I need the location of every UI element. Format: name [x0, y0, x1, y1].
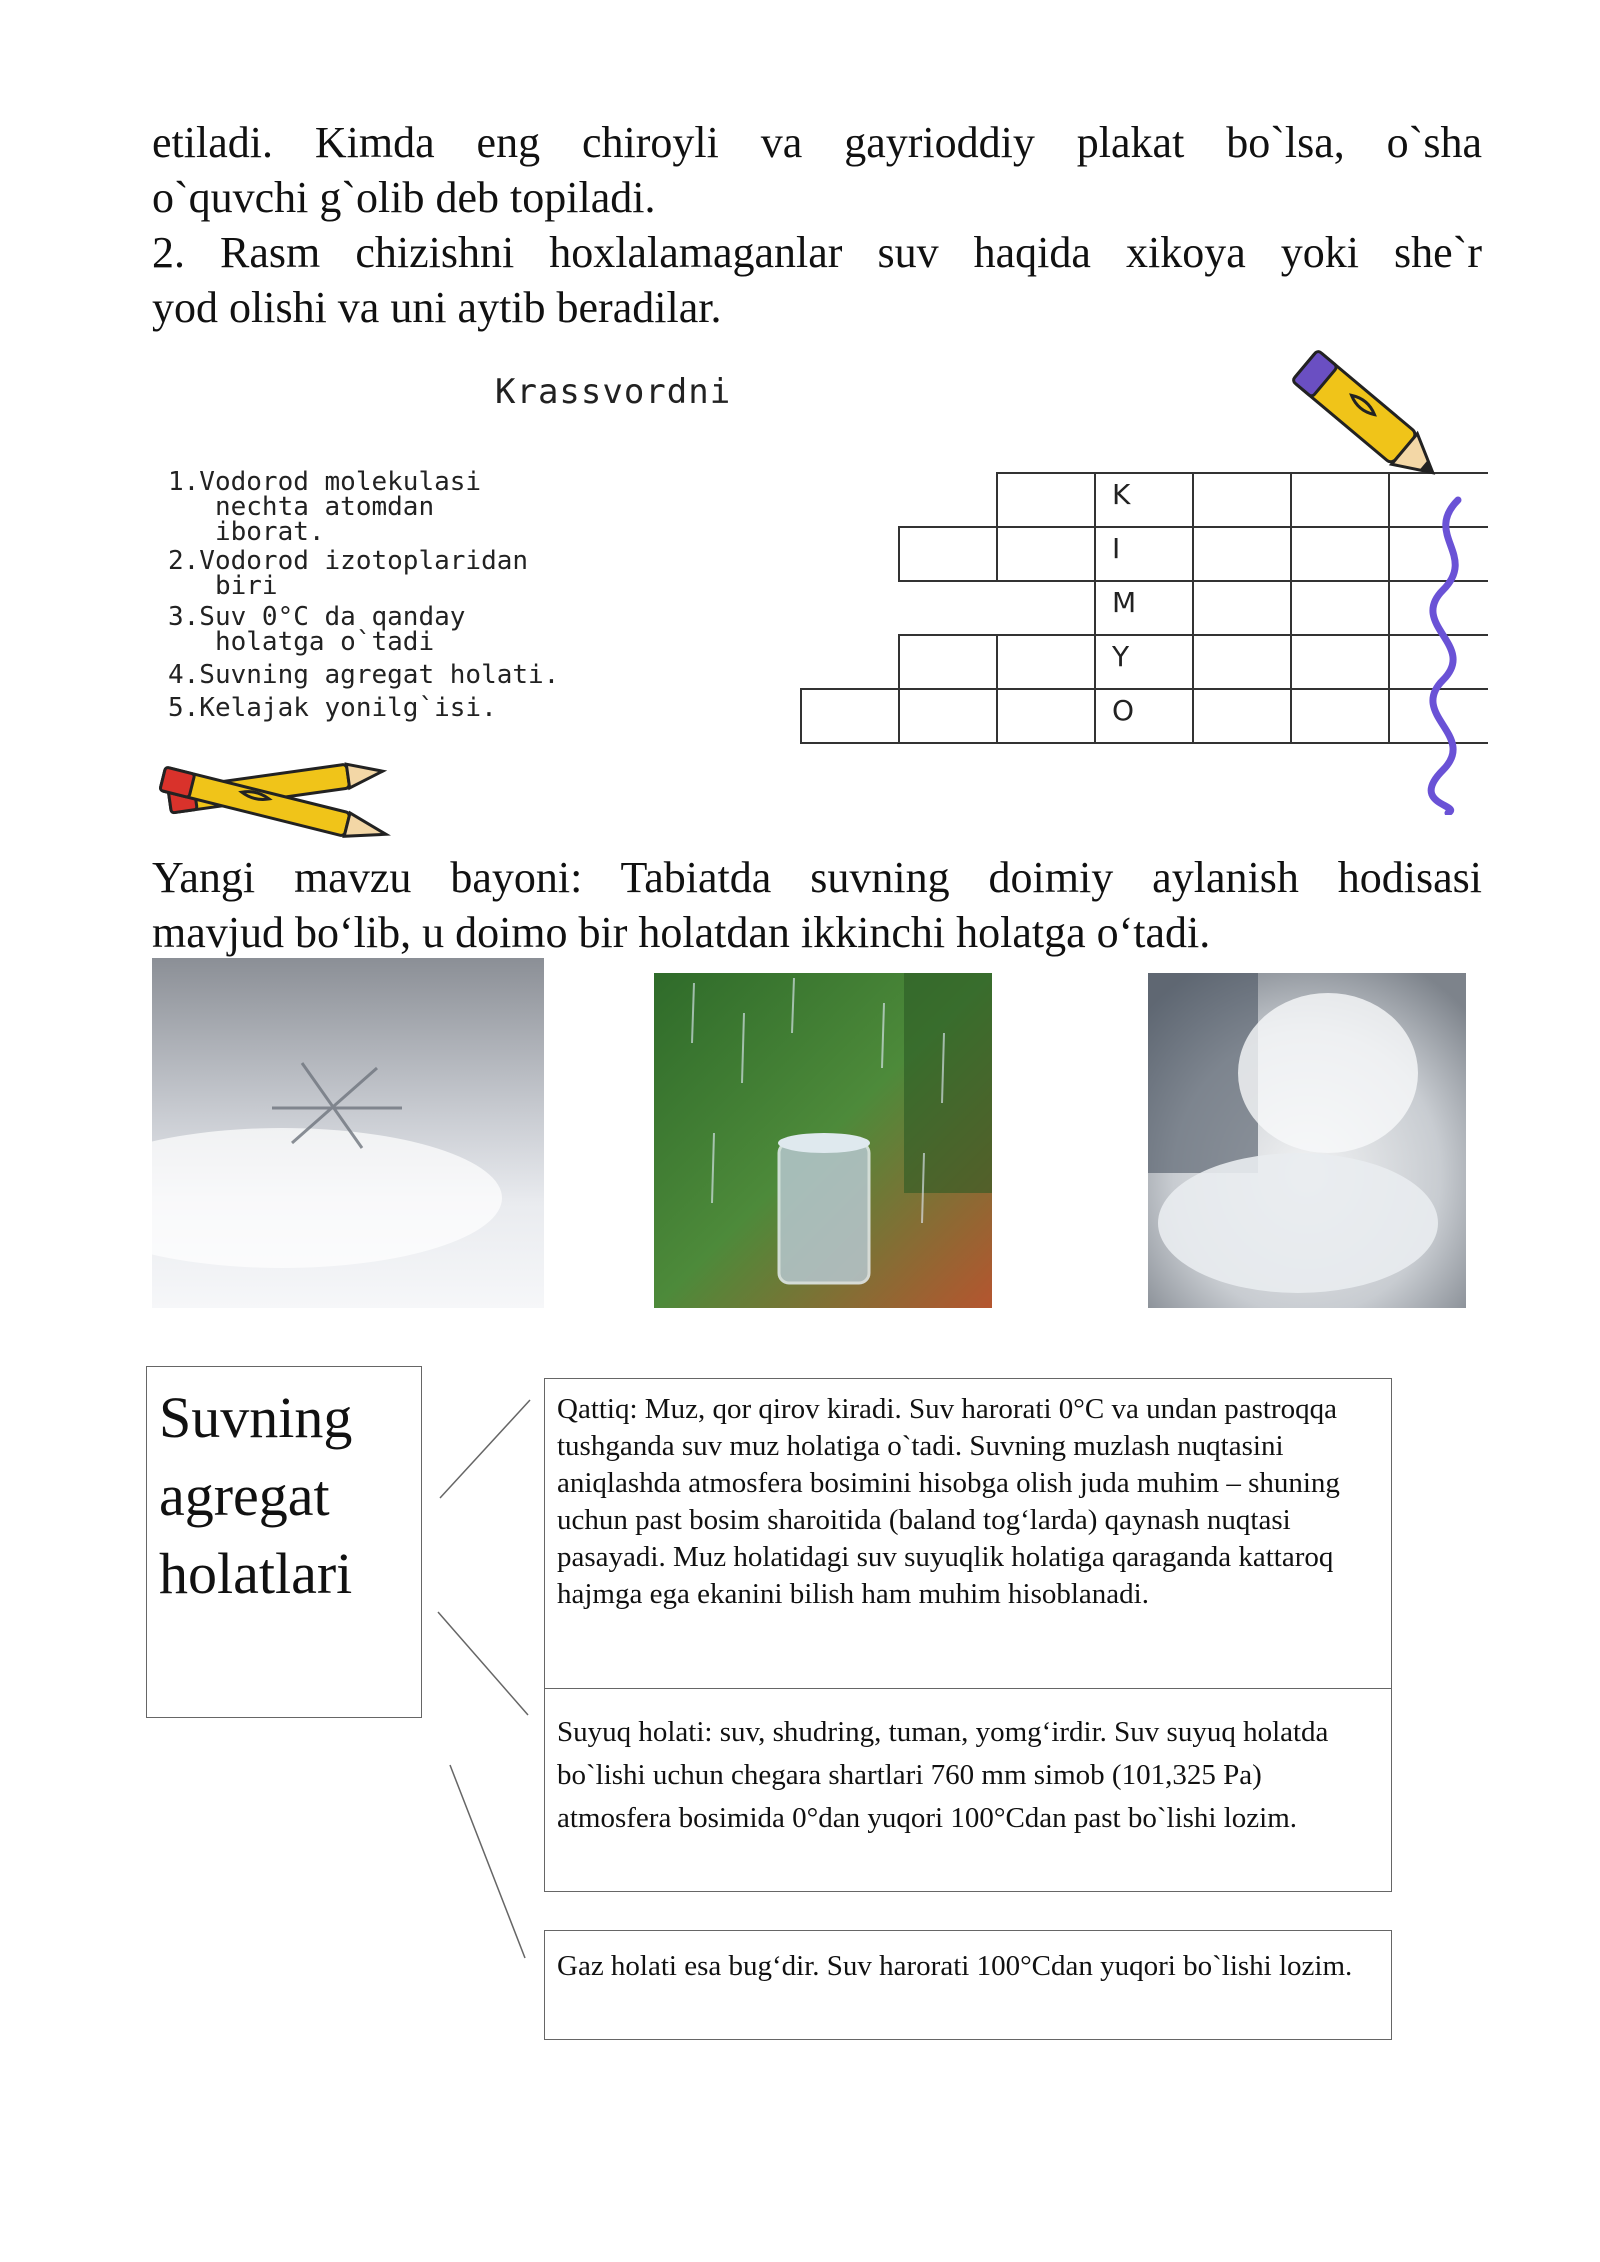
intro-line-4: yod olishi va uni aytib beradilar. — [152, 283, 722, 332]
grid-cell[interactable] — [898, 634, 998, 690]
intro-line-2: o`quvchi g`olib deb topiladi. — [152, 173, 656, 222]
grid-cell[interactable] — [996, 526, 1096, 582]
clue-line: biri — [168, 571, 278, 601]
clue-line: 4.Suvning agregat holati. — [168, 660, 560, 690]
grid-cell[interactable] — [1192, 688, 1292, 744]
intro-line-3: 2. Rasm chizishni hoxlalamaganlar suv haqida xikoya yoki she`r — [152, 228, 1482, 277]
grid-letter: K — [1112, 478, 1131, 511]
crossword-title: Krassvordni — [495, 372, 732, 412]
grid-cell[interactable] — [1094, 580, 1194, 636]
grid-cell[interactable] — [996, 688, 1096, 744]
solid-state-text: Qattiq: Muz, qor qirov kiradi. Suv harorati 0°C va undan pastroqqa tushganda suv muz holatiga o`tadi. Suvning muzlash nuqtasini aniqlashda atmosfera bosimini hisobga olish juda muhim – shuning uchun past bosim sharoitida (baland tog‘larda) qaynash nuqtasi pasayadi. Muz holatidagi suv suyuqlik holatiga qaraganda kattaroq hajmga ega ekanini bilish ham muhim hisoblanadi. — [557, 1393, 1340, 1610]
liquid-state-text: Suyuq holati: suv, shudring, tuman, yomg‘irdir. Suv suyuq holatda bo`lishi uchun chegara shartlari 760 mm simob (101,325 Pa) atmosfera bosimida 0°dan yuqori 100°Cdan past bo`lishi lozim. — [557, 1716, 1329, 1834]
gas-state-text: Gaz holati esa bug‘dir. Suv harorati 100°Cdan yuqori bo`lishi lozim. — [557, 1950, 1353, 1982]
grid-cell[interactable] — [1094, 634, 1194, 690]
new-topic-line-1: Yangi mavzu bayoni: Tabiatda suvning doimiy aylanish hodisasi — [152, 853, 1482, 902]
diagram-title-box — [146, 1366, 422, 1718]
grid-cell[interactable] — [1290, 688, 1390, 744]
squiggle-decoration-icon — [1418, 495, 1488, 815]
grid-cell[interactable] — [1290, 634, 1390, 690]
connector-lines — [420, 1380, 540, 1970]
clue-line: 2.Vodorod izotoplaridan — [168, 546, 529, 576]
gas-state-box — [544, 1930, 1392, 2040]
grid-cell[interactable] — [1192, 526, 1292, 582]
clue-line: 1.Vodorod molekulasi — [168, 467, 482, 497]
grid-cell[interactable] — [1094, 526, 1194, 582]
grid-cell[interactable] — [1192, 634, 1292, 690]
grid-cell[interactable] — [1290, 580, 1390, 636]
grid-letter: Y — [1112, 640, 1130, 673]
diagram-title: Suvning agregat holatlari — [159, 1385, 353, 1606]
grid-cell[interactable] — [996, 634, 1096, 690]
new-topic-paragraph — [152, 850, 1482, 960]
intro-line-1: etiladi. Kimda eng chiroyli va gayrioddiy plakat bo`lsa, o`sha — [152, 118, 1482, 167]
clue-line: nechta atomdan — [168, 492, 435, 522]
grid-cell[interactable] — [1192, 580, 1292, 636]
rain-glass-photo — [654, 973, 992, 1308]
grid-cell[interactable] — [898, 688, 998, 744]
liquid-state-box — [544, 1688, 1392, 1892]
grid-cell[interactable] — [800, 688, 900, 744]
grid-cell[interactable] — [1192, 472, 1292, 528]
solid-state-box — [544, 1378, 1392, 1690]
grid-cell[interactable] — [1290, 526, 1390, 582]
clue-line: 5.Kelajak yonilg`isi. — [168, 693, 497, 723]
snowflake-photo — [152, 958, 544, 1308]
pencils-clipart-icon — [150, 745, 420, 845]
grid-cell[interactable] — [898, 526, 998, 582]
new-topic-line-2: mavjud bo‘lib, u doimo bir holatdan ikkinchi holatga o‘tadi. — [152, 908, 1211, 957]
grid-letter: M — [1112, 586, 1137, 619]
steam-photo — [1148, 973, 1466, 1308]
grid-cell[interactable] — [1094, 688, 1194, 744]
clue-line: 3.Suv 0°C da qanday — [168, 602, 466, 632]
grid-letter: O — [1112, 694, 1135, 727]
clue-line: iborat. — [168, 517, 325, 547]
grid-letter: I — [1112, 532, 1121, 565]
grid-cell[interactable] — [996, 472, 1096, 528]
grid-cell[interactable] — [1094, 472, 1194, 528]
pencil-clipart-icon — [1280, 335, 1460, 505]
clue-line: holatga o`tadi — [168, 627, 435, 657]
